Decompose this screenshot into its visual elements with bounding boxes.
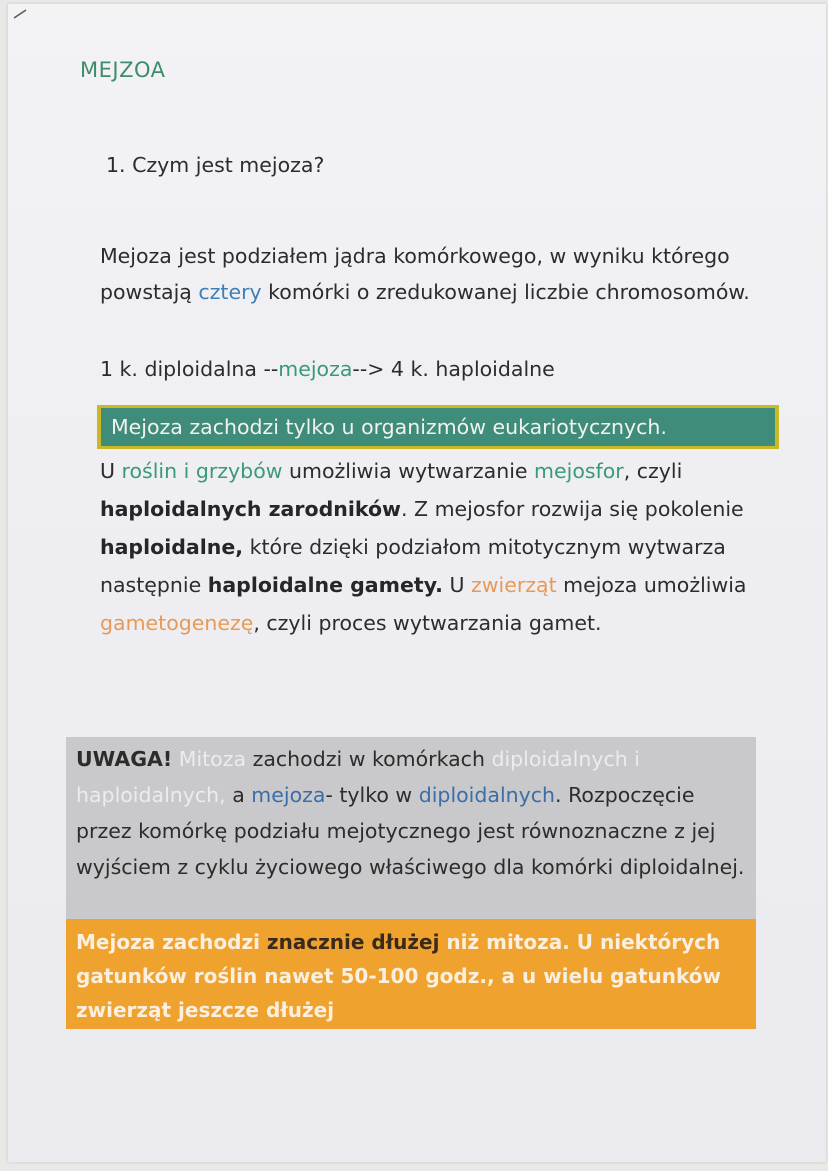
uwaga-text: . Rozpoczęcie przez komórkę podziału mejotycznego jest równoznaczne z jej wyjściem z cyklu życiowego właściwego dla komórki diploidalnej. [76,783,745,879]
definition-paragraph [100,238,780,310]
equation-middle: mejoza [278,357,353,381]
duration-text: Mejoza zachodzi [76,930,267,954]
equation-left: 1 k. diploidalna -- [100,357,279,381]
p2-bold: haploidalne gamety. [207,573,443,597]
uwaga-text: zachodzi w komórkach [246,747,492,771]
p2-text: U [100,459,122,483]
page-title: MEJZOA [80,58,166,82]
equation-line [100,357,555,381]
uwaga-blue: diploidalnych [418,783,556,807]
pencil-mark-icon [8,4,36,24]
p2-text: . Z mejosfor rozwija się pokolenie [400,497,744,521]
uwaga-text: a [225,783,252,807]
definition-text-2: komórki o zredukowanej liczbie chromosomów. [261,280,750,304]
p2-text: , czyli proces wytwarzania gamet. [253,611,602,635]
duration-text: niż mitoza. U niektórych gatunków roślin nawet 50-100 godz., a u wielu gatunków zwierząt jeszcze dłużej [76,930,721,1022]
plants-animals-paragraph [100,452,780,642]
p2-text: które dzięki podziałom mitotycznym wytwarza następnie [100,535,726,597]
p2-text: U [442,573,472,597]
uwaga-text: - tylko w [325,783,419,807]
p2-bold: haploidalnych zarodników [100,497,401,521]
eukaryote-highlight-text: Mejoza zachodzi tylko u organizmów eukariotycznych. [101,408,775,446]
definition-highlight: cztery [198,280,262,304]
p2-bold: haploidalne, [100,535,244,559]
p2-text: mejoza umożliwia [556,573,747,597]
uwaga-light: diploidalnych i haploidalnych, [76,747,640,807]
uwaga-note-box [66,737,756,919]
uwaga-label: UWAGA! [76,747,173,771]
definition-text-1: Mejoza jest podziałem jądra komórkowego, w wyniku którego powstają [100,244,730,304]
uwaga-blue: mejoza [251,783,326,807]
eukaryote-highlight-bar [97,405,779,449]
p2-orange: zwierząt [471,573,557,597]
p2-green: roślin i grzybów [121,459,283,483]
duration-note-box [66,919,756,1029]
p2-text: , czyli [623,459,683,483]
uwaga-light: Mitoza [172,747,247,771]
p2-green: mejosfor [534,459,624,483]
equation-right: --> 4 k. haploidalne [352,357,555,381]
p2-orange: gametogenezę [100,611,254,635]
duration-dark: znacznie dłużej [266,930,440,954]
p2-text: umożliwia wytwarzanie [282,459,535,483]
question-heading: 1. Czym jest mejoza? [106,153,325,177]
